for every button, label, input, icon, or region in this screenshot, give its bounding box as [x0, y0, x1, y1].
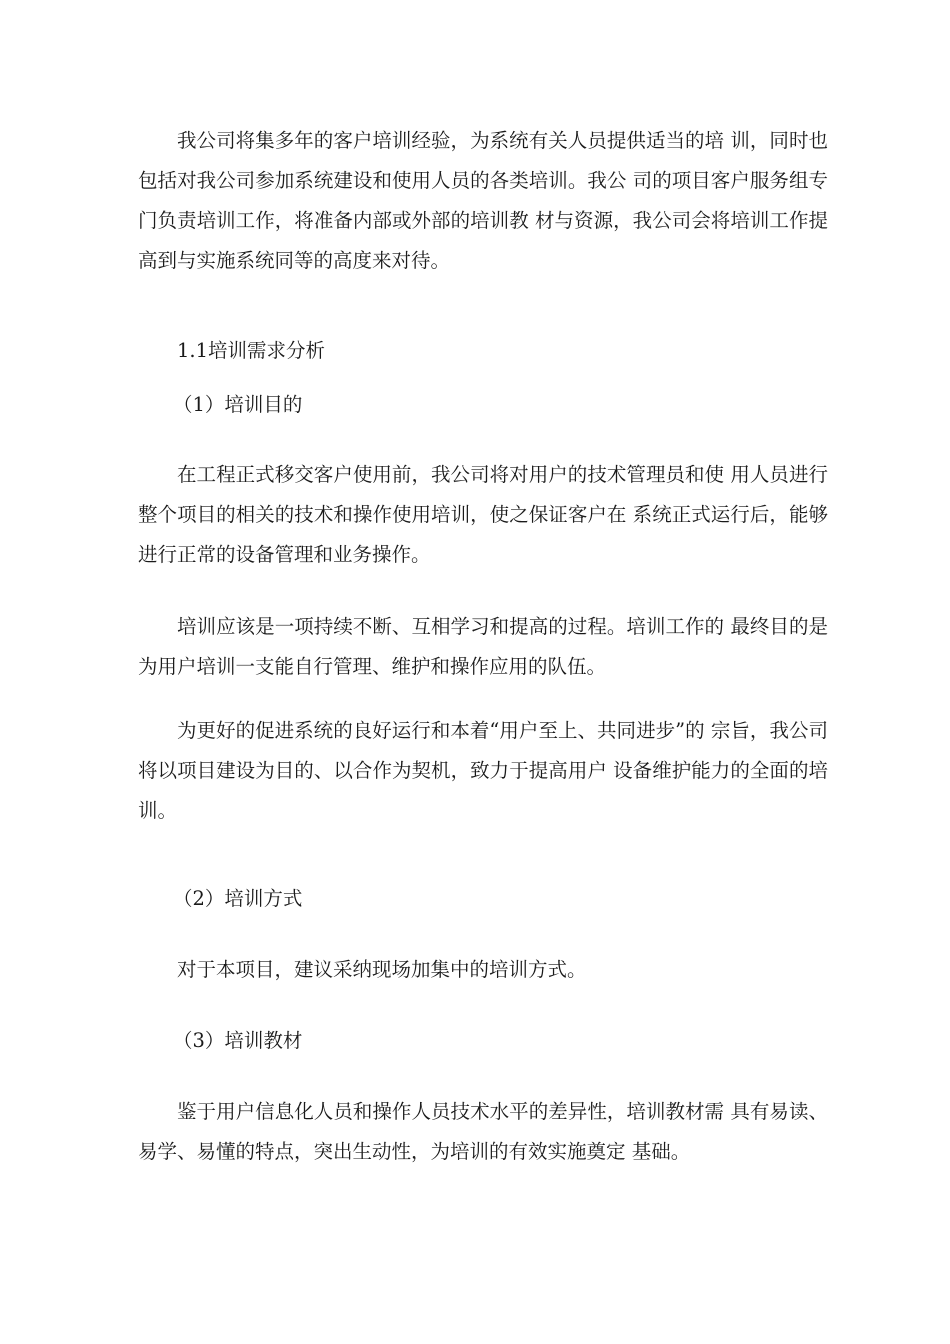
method-heading: （2）培训方式 — [173, 887, 303, 910]
goal-paragraph-2: 培训应该是一项持续不断、互相学习和提高的过程。培训工作的 最终目的是为用户培训一支能自行管理、维护和操作应用的队伍。 — [138, 615, 828, 678]
material-heading: （3）培训教材 — [173, 1029, 303, 1052]
intro-paragraph: 我公司将集多年的客户培训经验，为系统有关人员提供适当的培 训，同时也包括对我公司参加系统建设和使用人员的各类培训。我公 司的项目客户服务组专门负责培训工作，将准备内部或外部的培训教 材与资源，我公司会将培训工作提高到与实施系统同等的高度来对待。 — [138, 129, 828, 272]
section-title: 1.1培训需求分析 — [177, 339, 326, 362]
goal-paragraph-1: 在工程正式移交客户使用前，我公司将对用户的技术管理员和使 用人员进行整个项目的相关的技术和操作使用培训，使之保证客户在 系统正式运行后，能够进行正常的设备管理和业务操作。 — [138, 463, 828, 566]
method-paragraph: 对于本项目，建议采纳现场加集中的培训方式。 — [177, 958, 587, 981]
material-paragraph: 鉴于用户信息化人员和操作人员技术水平的差异性，培训教材需 具有易读、易学、易懂的特点，突出生动性，为培训的有效实施奠定 基础。 — [138, 1100, 828, 1163]
goal-paragraph-3: 为更好的促进系统的良好运行和本着“用户至上、共同进步”的 宗旨，我公司将以项目建设为目的、以合作为契机，致力于提高用户 设备维护能力的全面的培训。 — [138, 719, 828, 822]
goal-heading: （1）培训目的 — [173, 393, 303, 416]
